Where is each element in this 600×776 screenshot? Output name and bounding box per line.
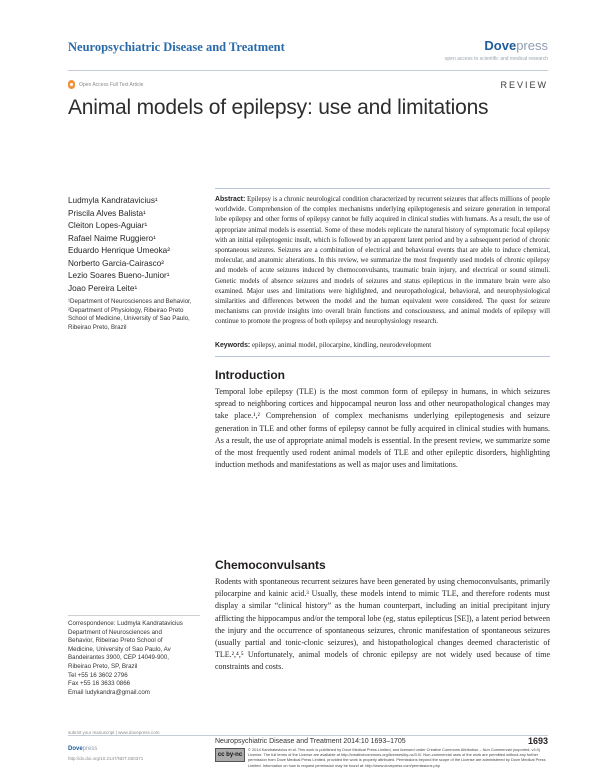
footer-publisher-light: press: [82, 746, 98, 752]
open-access-label: [68, 80, 143, 89]
keywords-label: Keywords:: [215, 342, 251, 349]
publisher-logo: [484, 38, 548, 53]
introduction-heading: Introduction: [215, 368, 285, 382]
correspondence-line: Bandeirantes 3900, CEP 14049-900,: [68, 654, 170, 662]
author-name: Rafael Naime Ruggiero¹: [68, 233, 156, 243]
publisher-tagline: open access to scientific and medical research: [444, 56, 548, 62]
page-number: 1693: [527, 736, 548, 746]
author-name: Priscila Alves Balista¹: [68, 208, 146, 218]
correspondence-line: Correspondence: Ludmyla Kandratavicius: [68, 620, 183, 627]
footer-publisher-bold: Dove: [68, 746, 83, 752]
footer-divider: [68, 735, 548, 736]
abstract-text: Epilepsy is a chronic neurological condition characterized by recurrent seizures that affects millions of people worldwide. Comprehension of the complex mechanisms underlying epileptogenesis and seizure generation in temporal lobe epilepsy and other forms of epilepsy cannot be fully acquired in clinical studies with humans. As a result, the use of appropriate animal models is essential. Some of these models replicate the natural history of symptomatic focal epilepsy with an initial epileptogenic insult, which is followed by an apparent latent period and by a subsequent period of chronic spontaneous seizures. Seizures are a combination of electrical and behavioral events that are able to induce chemical, molecular, and anatomic alterations. In this review, we summarize the most frequently used models of chronic epilepsy and models of acute seizures induced by chemoconvulsants, traumatic brain injury, and electrical or sound stimuli. Genetic models of absence seizures and models of seizures and status epilepticus in the immature brain were also examined. Major uses and limitations were highlighted, and neuropathological, behavioral, and neurophysiological similarities and differences between the model and the human equivalent were considered. The quest for seizure mechanisms can provide insights into overall brain functions and consciousness, and animal models of epilepsy will continue to promote the progress of both epilepsy and neurophysiology research.: [215, 196, 550, 326]
author-name: Lezio Soares Bueno-Junior¹: [68, 271, 170, 280]
introduction-text: Temporal lobe epilepsy (TLE) is the most common form of epilepsy in humans, in which seizures spread to neighboring cortices and hippocampal neuron loss and other neuropathological changes may take place.¹,² Comprehension of complex mechanisms underlying epileptogenesis and seizure generation in TLE and other forms of epilepsy cannot be fully acquired in clinical studies with humans. As a result, the use of appropriate animal models is essential. In the present review, we summarize some of the most frequently used rodent animal models of TLE and other epileptic disorders, highlighting induction methods and manifestations as well as major uses and limitations.: [215, 387, 550, 470]
correspondence-email[interactable]: Email ludykandra@gmail.com: [68, 688, 150, 696]
correspondence: [68, 615, 200, 697]
citation: Neuropsychiatric Disease and Treatment 2014:10 1693–1705: [215, 738, 406, 745]
correspondence-line: Tel +55 16 3602 2796: [68, 671, 128, 679]
journal-name: Neuropsychiatric Disease and Treatment: [68, 40, 285, 54]
chemoconvulsants-heading: Chemoconvulsants: [215, 558, 326, 572]
author-name: Eduardo Henrique Umeoka²: [68, 246, 170, 255]
keywords: [215, 342, 550, 349]
header-divider: [68, 70, 548, 71]
author-name: Ludmyla Kandratavicius¹: [68, 196, 158, 205]
open-access-lock-icon: [68, 80, 75, 89]
publisher-logo-light: press: [516, 38, 548, 53]
author-list: [68, 195, 208, 295]
footer-publisher-logo: [68, 746, 97, 752]
correspondence-line: Behavior, Ribeirao Preto School of: [68, 637, 163, 645]
license-text: © 2014 Kandratavicius et al. This work is published by Dove Medical Press Limited, and licensed under Creative Commons Attribution – Non Commercial (unported, v3.0) License. The full terms of the License are available at http://creativecommons.org/licenses/by-nc/3.0/. Non-commercial uses of the work are permitted without any further permission from Dove Medical Press Limited, provided the work is properly attributed. Permissions beyond the scope of the License are administered by Dove Medical Press Limited. Information on how to request permission may be found at: http://www.dovepress.com/permissions.php: [248, 747, 546, 768]
correspondence-line: Medicine, University of Sao Paulo, Av: [68, 645, 171, 653]
chemoconvulsants-text: Rodents with spontaneous recurrent seizures have been generated by using chemoconvulsants, primarily pilocarpine and kainic acid.³ Usually, these models intend to mimic TLE, and therefore rodents must display a similar “clinical history” as the human counterpart, including an initial precipitant injury afflicting the hippocampus and/or the temporal lobe (eg, status epilepticus [SE]), a latent period between the injury and the occurrence of spontaneous seizures, chronic manifestation of spontaneous seizures (usually partial and tonic-clonic seizures), and histopathological changes deemed characteristic of TLE.²,⁴,⁵ Unfortunately, animal models of chronic epilepsy are not widely used because of time constraints and costs.: [215, 577, 550, 672]
correspondence-line: Ribeirao Preto, SP, Brazil: [68, 662, 138, 670]
article-type: REVIEW: [500, 80, 548, 90]
author-name: Norberto Garcia-Cairasco²: [68, 258, 165, 268]
keywords-text: epilepsy, animal model, pilocarpine, kindling, neurodevelopment: [251, 342, 432, 349]
abstract-label: Abstract:: [215, 196, 246, 203]
publisher-logo-bold: Dove: [484, 38, 517, 53]
doi-link[interactable]: http://dx.doi.org/10.2147/NDT.S50371: [68, 756, 144, 761]
correspondence-line: Fax +55 16 3633 0866: [68, 680, 131, 688]
submit-manuscript-link[interactable]: submit your manuscript | www.dovepress.com: [68, 730, 160, 735]
cc-license-badge: cc by-nc: [215, 748, 245, 762]
open-access-text: Open Access Full Text Article: [79, 81, 144, 88]
affiliations: ¹Department of Neurosciences and Behavior, ²Department of Physiology, Ribeirao Preto School of Medicine, University of Sao Paulo, Ribeirao Preto, Brazil: [68, 298, 192, 331]
author-name: Cleiton Lopes-Aguiar¹: [68, 221, 148, 230]
author-name: Joao Pereira Leite¹: [68, 283, 138, 293]
correspondence-line: Department of Neurosciences and: [68, 628, 162, 636]
article-title: Animal models of epilepsy: use and limitations: [68, 96, 489, 119]
abstract: [215, 195, 550, 328]
